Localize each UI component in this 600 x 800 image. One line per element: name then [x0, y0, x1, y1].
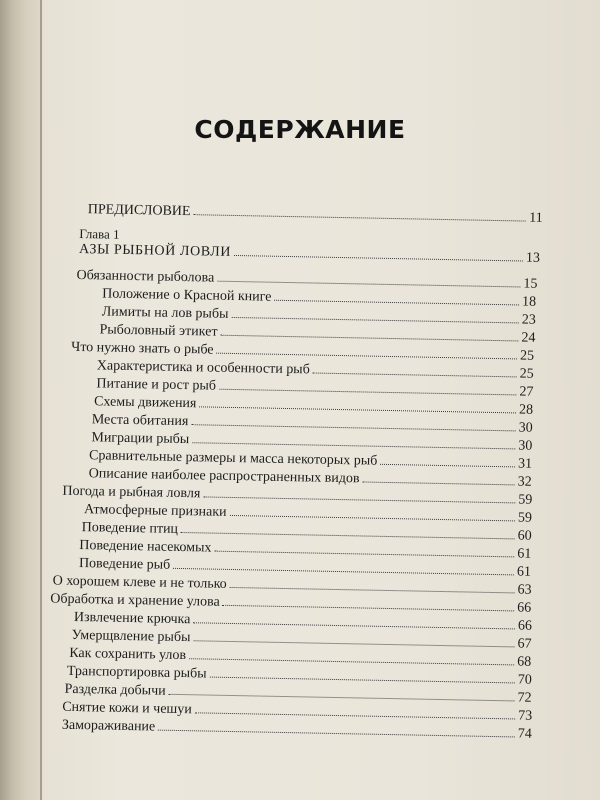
toc-entry-label: Атмосферные признаки [83, 502, 227, 520]
toc-entry-label: Характеристика и особенности рыб [96, 358, 310, 378]
toc-entry-label: Места обитания [91, 412, 189, 430]
toc-entry-label: Миграции рыбы [91, 430, 190, 448]
dot-leader [313, 363, 517, 378]
toc-entry-page: 27 [519, 384, 534, 400]
toc-entry-page: 25 [519, 366, 534, 382]
toc-entry-page: 66 [517, 600, 532, 616]
toc-entry-label: Сравнительные размеры и масса некоторых рыб [88, 448, 378, 469]
toc-entry-label: Поведение насекомых [79, 538, 212, 556]
toc-entry-page: 13 [525, 250, 541, 266]
toc-entry-label: Как сохранить улов [69, 645, 187, 664]
toc-entry-page: 67 [517, 636, 532, 652]
toc-entry-page: 70 [517, 672, 533, 688]
toc-entry-page: 31 [517, 456, 533, 472]
toc-entry-page: 60 [517, 528, 532, 544]
dot-leader [193, 204, 525, 221]
toc-entry-label: Описание наиболее распространенных видов [88, 466, 360, 487]
toc-entry-page: 59 [517, 510, 533, 526]
toc-entry-label: Снятие кожи и чешуи [62, 699, 192, 718]
toc-entry-label: Поведение рыб [78, 556, 171, 573]
table-of-contents [0, 198, 600, 769]
toc-entry-label: Поведение птиц [81, 520, 179, 537]
dot-leader [274, 290, 519, 306]
toc-entry-page: 15 [523, 276, 538, 292]
chapter-label: Глава 1 [79, 225, 120, 242]
toc-entry-label: О хорошем клеве и не только [52, 573, 227, 592]
toc-entry [79, 242, 540, 267]
toc-entry-label: Обработка и хранение улова [50, 591, 220, 610]
toc-entry-label: Разделка добычи [64, 681, 166, 699]
toc-entry-page: 68 [517, 654, 532, 670]
toc-entry-page: 24 [521, 330, 536, 346]
toc-entry-label: Что нужно знать о рыбе [71, 339, 214, 358]
toc-entry-label: Рыболовный этикет [99, 322, 218, 340]
toc-entry-label: Транспортировка рыбы [66, 663, 207, 682]
toc-entry-page: 63 [517, 582, 532, 598]
toc-entry-page: 30 [518, 420, 533, 436]
toc-entry-page: 72 [517, 690, 532, 706]
page-title: СОДЕРЖАНИЕ [194, 115, 406, 144]
toc-entry-page: 25 [519, 348, 535, 364]
toc-entry-page: 74 [517, 726, 532, 742]
toc-entry-page: 18 [521, 294, 537, 310]
toc-entry-label: Умерщвление рыбы [71, 627, 191, 646]
toc-entry-label: ПРЕДИСЛОВИЕ [87, 202, 191, 220]
toc-entry-page: 66 [517, 618, 533, 634]
toc-entry-label: Схемы движения [93, 394, 197, 412]
toc-entry-label: АЗЫ РЫБНОЙ ЛОВЛИ [78, 241, 232, 260]
toc-entry-page: 73 [518, 708, 533, 724]
toc-entry-page: 61 [517, 546, 532, 562]
dot-leader [217, 271, 520, 288]
toc-entry-preface [88, 202, 543, 227]
toc-entry-page: 23 [521, 312, 536, 328]
dot-leader [363, 471, 515, 485]
toc-entry-page: 61 [516, 564, 532, 580]
toc-entry-label: Питание и рост рыб [96, 376, 217, 394]
toc-entry-page: 59 [518, 492, 533, 508]
toc-entry-page: 32 [517, 474, 532, 490]
toc-entry-label: Извлечение крючка [73, 609, 191, 628]
toc-entry-label: Погода и рыбная ловля [62, 483, 201, 502]
dot-leader [380, 454, 515, 468]
toc-entry-label: Замораживание [61, 717, 156, 735]
toc-entry-label: Обязанности рыболова [76, 267, 215, 286]
toc-entry-label: Положение о Красной книге [102, 286, 272, 305]
toc-entry-page: 11 [529, 210, 543, 226]
toc-entry-page: 28 [518, 402, 534, 418]
toc-entry-page: 30 [518, 438, 533, 454]
dot-leader [234, 245, 523, 262]
toc-entry-label: Лимиты на лов рыбы [101, 304, 229, 322]
